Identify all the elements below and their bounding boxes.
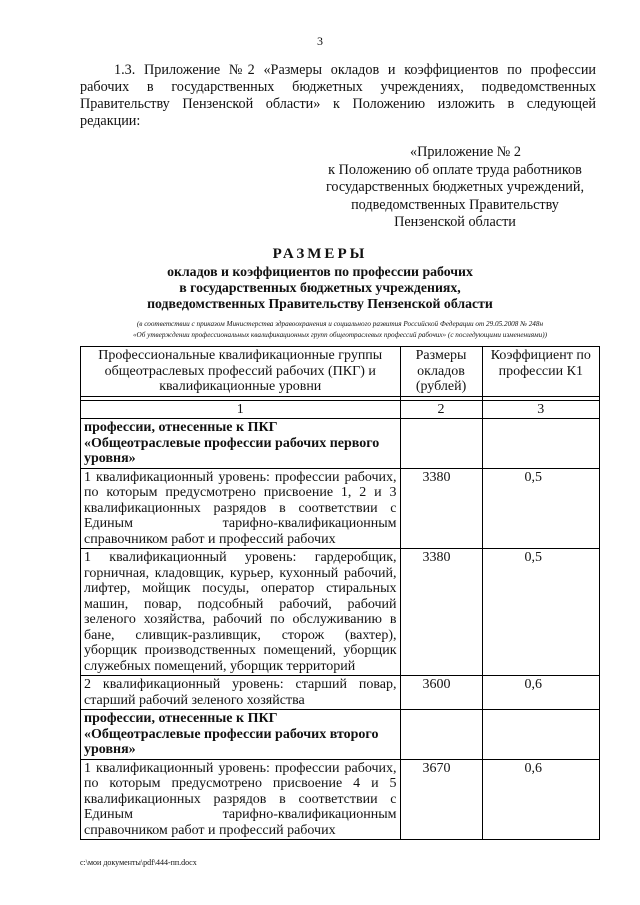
- column-number: 1: [81, 400, 401, 419]
- cell-description: 2 квалификационный уровень: старший повар, старший рабочий зеленого хозяйства: [81, 676, 401, 710]
- cell-salary: 3670: [400, 759, 482, 840]
- column-number: 2: [400, 400, 482, 419]
- table-row: [81, 676, 600, 710]
- table-body: [81, 419, 600, 840]
- header-cell-groups: Профессиональные квалификационные группы общеотраслевых профессий рабочих (ПКГ) и квалификационные уровни: [81, 347, 401, 397]
- appendix-header-line: Пензенской области: [394, 214, 516, 230]
- appendix-header-line: к Положению об оплате труда работников: [328, 161, 582, 178]
- cell-description: профессии, отнесенные к ПКГ «Общеотраслевые профессии рабочих второго уровня»: [81, 710, 401, 760]
- page-number: 3: [317, 34, 323, 48]
- cell-salary: 3380: [400, 549, 482, 676]
- appendix-header: [300, 144, 610, 232]
- cell-coefficient: 0,6: [482, 759, 599, 840]
- cell-salary: [400, 710, 482, 760]
- footer-file-path: c:\мои документы\pdf\444-пп.docx: [80, 858, 197, 867]
- salary-table: [80, 346, 600, 840]
- cell-coefficient: 0,5: [482, 468, 599, 549]
- column-number: 3: [482, 400, 599, 419]
- document-title-heading: РАЗМЕРЫ: [272, 246, 368, 262]
- cell-coefficient: 0,6: [482, 676, 599, 710]
- cell-coefficient: [482, 710, 599, 760]
- source-note: [80, 319, 600, 340]
- cell-salary: [400, 419, 482, 469]
- header-cell-coefficient: Коэффициент по профессии К1: [482, 347, 599, 397]
- appendix-header-line: подведомственных Правительству: [351, 196, 559, 213]
- table-group-row: [81, 710, 600, 760]
- title-line: в государственных бюджетных учреждениях,: [179, 280, 461, 295]
- cell-salary: 3600: [400, 676, 482, 710]
- source-note-line: (в соответствии с приказом Министерства здравоохранения и социального развития Российской Федерации от 29.05.2008 № 248н: [136, 320, 544, 328]
- header-cell-salary: Размеры окладов (рублей): [400, 347, 482, 397]
- cell-coefficient: 0,5: [482, 549, 599, 676]
- appendix-header-line: государственных бюджетных учреждений,: [325, 179, 585, 195]
- intro-paragraph: 1.3. Приложение №2 «Размеры окладов и коэффициентов по профессии рабочих в государственных бюджетных учреждениях, подведомственных Правительству Пензенской области» к Положению изложить в следующей редакции:: [80, 62, 596, 129]
- table-row: [81, 549, 600, 676]
- cell-description: 1 квалификационный уровень: профессии рабочих, по которым предусмотрено присвоение 1, 2 и 3 квалификационных разрядов в соответствии с Единым тарифно-квалификационным справочником работ и профессий рабочих: [81, 468, 401, 549]
- title-line: подведомственных Правительству Пензенской области: [147, 296, 493, 311]
- cell-salary: 3380: [400, 468, 482, 549]
- document-title-subtitle: [0, 264, 640, 312]
- table-row: [81, 759, 600, 840]
- source-note-line: «Об утверждении профессиональных квалификационных групп общеотраслевых профессий рабочих» (с последующими изменениями)): [132, 330, 548, 339]
- title-line: окладов и коэффициентов по профессии рабочих: [167, 264, 473, 279]
- cell-coefficient: [482, 419, 599, 469]
- table-group-row: [81, 419, 600, 469]
- table-row: [81, 468, 600, 549]
- appendix-header-line: «Приложение № 2: [410, 144, 521, 160]
- cell-description: профессии, отнесенные к ПКГ «Общеотраслевые профессии рабочих первого уровня»: [81, 419, 401, 469]
- table-header-row: [81, 347, 600, 397]
- cell-description: 1 квалификационный уровень: профессии рабочих, по которым предусмотрено присвоение 4 и 5 квалификационных разрядов в соответствии с Единым тарифно-квалификационным справочником работ и профессий рабочих: [81, 759, 401, 840]
- cell-description: 1 квалификационный уровень: гардеробщик, горничная, кладовщик, курьер, кухонный рабочий, лифтер, мойщик посуды, оператор стиральных машин, повар, подсобный рабочий, рабочий зеленого хозяйства, рабочий по обслуживанию в бане, сливщик-разливщик, сторож (вахтер), уборщик производственных помещений, уборщик служебных помещений, уборщик территорий: [81, 549, 401, 676]
- column-number-row: [81, 400, 600, 419]
